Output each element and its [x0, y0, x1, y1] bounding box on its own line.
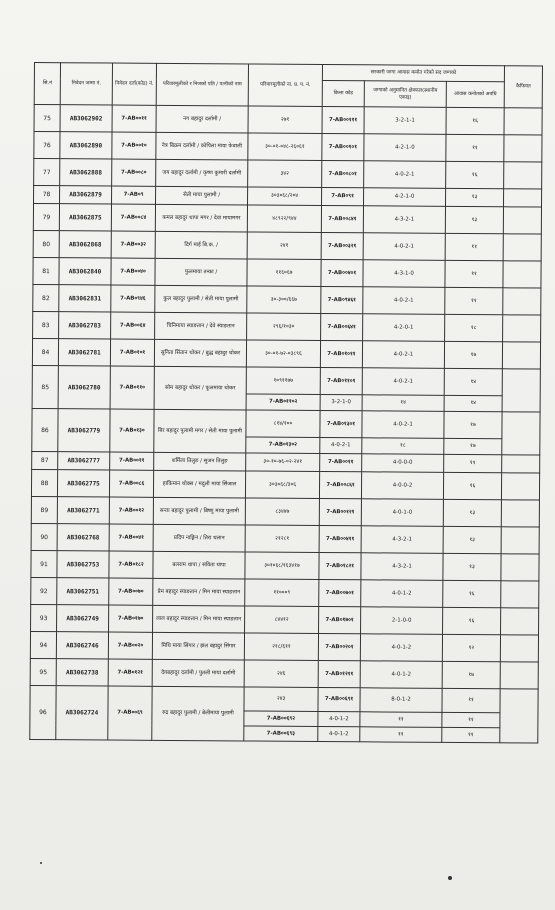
cell-app-no: AB3062875 — [59, 204, 111, 231]
table-row — [30, 658, 538, 689]
cell-name: चिनिमाया स्याङतान / देवे स्याङतान — [155, 312, 247, 340]
table-row — [33, 257, 541, 288]
table-body — [30, 105, 542, 744]
cell-citizenship: २४३ — [244, 687, 318, 712]
cell-plot: 7-AB०१८२१ — [319, 553, 361, 580]
cell-area: १८ — [445, 314, 503, 341]
cell-remarks — [501, 554, 539, 581]
cell-remarks — [503, 261, 541, 288]
cell-app-id: 7-AB००१० — [112, 132, 156, 159]
cell-sn: 88 — [31, 469, 57, 496]
cell-citizenship: ११०००९ — [245, 579, 319, 607]
cell-app-no: AB3062879 — [60, 186, 112, 204]
cell-citizenship: 7-AB००६९२ — [244, 711, 318, 727]
cell-citizenship: २४६ — [244, 660, 318, 688]
cell-citizenship: ३०-३००/६६७ — [247, 286, 321, 314]
cell-sn: 80 — [33, 230, 59, 257]
cell-location: 4-0-1-0 — [361, 499, 443, 527]
cell-plot: 7-AB००१११ — [322, 107, 364, 134]
cell-area: १२ — [442, 634, 500, 661]
cell-app-no: AB3062746 — [56, 632, 108, 659]
cell-app-id: 7-AB००११ — [112, 105, 156, 132]
cell-sn: 84 — [32, 338, 58, 365]
cell-plot: 7-AB००८६१ — [319, 472, 361, 499]
cell-area: १३ — [446, 188, 504, 206]
cell-area: १६ — [443, 580, 501, 607]
cell-location: 4-0-1-2 — [360, 661, 442, 689]
cell-location: 4-0-1-2 — [360, 634, 442, 662]
cell-citizenship: ३४२ — [248, 160, 322, 188]
cell-app-no: AB3062751 — [57, 578, 109, 605]
table-row — [33, 204, 541, 235]
cell-sn: 81 — [33, 257, 59, 284]
cell-remarks — [501, 608, 539, 635]
cell-app-id: 7-AB००२० — [108, 632, 152, 659]
cell-plot: 7-AB००१०१ — [322, 134, 364, 161]
col-header-app-id: निवेदन दर्ता(कोड) नं. — [112, 63, 156, 105]
cell-plot: 7-AB०९४६१ — [321, 287, 363, 314]
cell-area: १३ — [445, 206, 503, 233]
cell-app-id: 7-AB००४० — [111, 258, 155, 285]
cell-app-id: 7-AB००१२ — [109, 497, 153, 524]
cell-sn: 95 — [30, 658, 56, 685]
cell-plot: 7-AB००४११ — [319, 526, 361, 553]
cell-name: शर्मिला तिलुङ / सुजन तिलुङ — [154, 452, 246, 471]
table-row — [30, 685, 538, 713]
cell-citizenship: १०९११७७ — [246, 367, 320, 395]
cell-location: 8-0-1-2 — [360, 688, 442, 713]
cell-area: ११ — [444, 454, 502, 472]
cell-citizenship: ३०-०१-७२-०३८९६ — [246, 340, 320, 368]
col-header-location: जग्गाको अनुमानित क्षेत्रफल(स्थानीय एकाइ) — [364, 81, 446, 108]
col-header-name: परिवारमूलीको र निजको पति / पत्नीको नाम — [156, 63, 248, 106]
cell-app-no: AB3062753 — [57, 551, 109, 578]
cell-name: हाकिमान थोक्स / मदुली माया सिंजाल — [153, 470, 245, 498]
cell-app-no: AB3062771 — [57, 497, 109, 524]
cell-area: १७ — [444, 438, 502, 454]
cell-name: प्रदिप नाङ्गिन / तिरा थलान — [153, 524, 245, 552]
table-row — [31, 469, 539, 500]
cell-app-no: AB3062775 — [57, 470, 109, 497]
cell-area: ११ — [442, 688, 500, 712]
cell-app-id: 7-AB००६९ — [108, 686, 152, 740]
cell-area: १३ — [443, 526, 501, 553]
table-row — [33, 230, 541, 261]
cell-area: ११ — [445, 233, 503, 260]
cell-app-no: AB3062780 — [58, 366, 110, 409]
cell-app-no: AB3062779 — [58, 409, 110, 452]
cell-sn: 86 — [32, 408, 58, 451]
cell-plot: 7-AB००७०१ — [319, 580, 361, 607]
cell-name: मिथि माया सिंगार / झल बहादुर सिंगार — [152, 632, 244, 660]
cell-name: जय बहादुर दर्लामी / कृष्ण कुमारी दर्लामी — [156, 159, 248, 187]
cell-area: ११ — [445, 287, 503, 314]
cell-remarks — [503, 288, 541, 315]
cell-location: 4-0-2-1 — [362, 341, 444, 369]
cell-location: 4-3-2-1 — [363, 206, 445, 234]
cell-plot: 7-AB०९१ — [322, 188, 364, 206]
cell-app-no: AB3062831 — [59, 285, 111, 312]
cell-citizenship: २७१ — [248, 106, 322, 134]
cell-location: 4-3-1-0 — [363, 260, 445, 288]
cell-location: 4-2-1-0 — [364, 188, 446, 207]
cell-remarks — [502, 412, 540, 455]
cell-app-id: 7-AB०१७० — [109, 605, 153, 632]
cell-citizenship: ८४४१२ — [245, 606, 319, 634]
cell-remarks — [501, 581, 539, 608]
cell-name: नेत्र बिक्रम दर्लामी / कोपिला माया फेवाली — [156, 132, 248, 160]
cell-area: ११ — [446, 134, 504, 161]
speck — [448, 876, 452, 880]
cell-sn: 83 — [33, 311, 59, 338]
cell-location: १८ — [362, 438, 444, 455]
cell-location: 4-3-2-1 — [361, 553, 443, 581]
cell-area: ११ — [442, 727, 500, 742]
col-header-area: आवास कनोतको अवधि — [446, 81, 504, 107]
cell-app-id: 7-AB००७० — [109, 578, 153, 605]
cell-app-id: 7-AB०१०१ — [110, 339, 154, 366]
cell-location: 3-2-1-1 — [364, 107, 446, 135]
cell-citizenship: ३०३०६८/३०६ — [245, 471, 319, 499]
cell-citizenship: ८१४/१०० — [246, 410, 320, 438]
cell-remarks — [500, 689, 538, 743]
cell-location: 4-3-2-1 — [361, 526, 443, 554]
cell-name: सुनिता सिंतान थोकर / बुद्ध बहादुर थोकर — [154, 339, 246, 367]
cell-citizenship: २४१ — [247, 232, 321, 260]
cell-name: दिर्ग माई बि.क. / — [155, 231, 247, 259]
cell-app-no: AB3062902 — [60, 105, 112, 132]
cell-remarks — [501, 500, 539, 527]
table-row — [31, 550, 539, 581]
cell-plot: 7-AB०११०१ — [320, 368, 362, 395]
cell-app-no: AB3062890 — [60, 132, 112, 159]
cell-area: १६ — [443, 472, 501, 499]
cell-app-no: AB3062781 — [58, 339, 110, 366]
cell-remarks — [500, 662, 538, 689]
cell-location: 4-0-0-2 — [361, 472, 443, 500]
col-header-citizenship: परिवारमूलीको ना. प्र. प. नं. — [248, 64, 322, 107]
cell-sn: 96 — [30, 685, 56, 739]
cell-location: 4-0-2-1 — [363, 287, 445, 315]
cell-area: १३ — [443, 553, 501, 580]
cell-remarks — [504, 162, 542, 189]
cell-area: १४ — [444, 368, 502, 395]
cell-plot: 7-AB०१०११ — [320, 341, 362, 368]
cell-sn: 78 — [34, 186, 60, 204]
cell-plot: 7-AB०१७०१ — [319, 607, 361, 634]
table-row — [31, 577, 539, 608]
cell-name: लाल बहादुर स्याङतान / मिन माया स्याङतान — [153, 605, 245, 633]
cell-citizenship: ८३४४७ — [245, 498, 319, 526]
cell-app-no: AB3062738 — [56, 659, 108, 686]
cell-name: सेती माया पुलामी / — [156, 186, 248, 205]
cell-app-id: 7-AB०११० — [110, 366, 154, 409]
col-header-sn: सि.नं — [34, 63, 60, 105]
cell-name: देवबहादुर दर्लामी / पुतली माया दर्लामी — [152, 659, 244, 687]
cell-app-id: 7-AB००४१ — [109, 524, 153, 551]
cell-citizenship: ३०-०१-०४८-२६०६१ — [248, 133, 322, 161]
col-header-group: सरकारी जग्गा आवास कमोत गरेको सद जग्गको — [322, 65, 504, 82]
table-row — [33, 284, 541, 315]
cell-plot: 7-AB००३२१ — [321, 233, 363, 260]
cell-remarks — [502, 342, 540, 369]
col-header-remarks: कैफियत — [504, 66, 542, 108]
cell-plot: 7-AB००११ — [320, 454, 362, 472]
table-row — [30, 631, 538, 662]
cell-citizenship: ३०१०६८/१६३४१७ — [245, 552, 319, 580]
cell-sn: 92 — [31, 577, 57, 604]
cell-location: १४ — [362, 395, 444, 412]
cell-plot: 7-AB०१२११ — [318, 660, 360, 687]
cell-app-id: 7-AB०१३० — [110, 409, 154, 452]
cell-sn: 76 — [34, 132, 60, 159]
cell-name: रुद्र बहादुर पुलामी / बेलीमाया पुलामी — [152, 686, 244, 741]
cell-app-no: AB3062724 — [56, 686, 108, 740]
table-row — [34, 105, 542, 136]
cell-plot: 3-2-1-0 — [320, 395, 362, 411]
cell-location: 4-2-1-0 — [364, 134, 446, 162]
cell-citizenship: २१८/६११ — [244, 633, 318, 661]
cell-name: नग बहादुर दर्लामी / — [156, 105, 248, 133]
cell-name: बिर बहादुर पुलामी मगर / सेती माया पुलामी — [154, 409, 246, 453]
cell-area: १४ — [444, 395, 502, 411]
cell-location: 4-0-0-0 — [362, 454, 444, 473]
cell-sn: 89 — [31, 496, 57, 523]
cell-remarks — [503, 315, 541, 342]
cell-area: १७ — [442, 661, 500, 688]
cell-citizenship: ३०३०६८/२०४ — [248, 187, 322, 206]
cell-app-no: AB3062868 — [59, 231, 111, 258]
cell-app-id: 7-AB०१२१ — [108, 659, 152, 686]
cell-plot: 7-AB००६९१ — [318, 687, 360, 711]
cell-sn: 82 — [33, 284, 59, 311]
cell-plot: 7-AB००८०१ — [322, 161, 364, 188]
cell-app-id: 7-AB००३२ — [111, 231, 155, 258]
cell-app-id: 7-AB०१८२ — [109, 551, 153, 578]
cell-remarks — [501, 473, 539, 500]
cell-app-id: 7-AB००६४ — [111, 312, 155, 339]
table-row — [32, 365, 540, 396]
cell-app-no: AB3062777 — [58, 452, 110, 470]
cell-remarks — [500, 635, 538, 662]
cell-sn: 79 — [33, 204, 59, 231]
cell-citizenship: 7-AB०११०२ — [246, 394, 320, 411]
cell-location: 4-0-2-1 — [363, 233, 445, 261]
cell-remarks — [501, 527, 539, 554]
cell-remarks — [504, 189, 542, 207]
cell-plot: 7-AB०१३०१ — [320, 411, 362, 438]
cell-location: ११ — [360, 712, 442, 728]
cell-sn: 75 — [34, 105, 60, 132]
table-row — [31, 604, 539, 635]
cell-remarks — [502, 369, 540, 412]
cell-area: १७ — [444, 411, 502, 438]
cell-remarks — [502, 455, 540, 473]
cell-plot: 7-AB००२०१ — [318, 634, 360, 661]
table-row — [34, 159, 542, 190]
cell-plot: 7-AB००४०१ — [321, 260, 363, 287]
cell-remarks — [503, 234, 541, 261]
cell-area: १६ — [446, 161, 504, 188]
table-row — [31, 496, 539, 527]
cell-remarks — [503, 207, 541, 234]
cell-app-id: 7-AB०९४६ — [111, 285, 155, 312]
cell-plot: 4-0-1-2 — [318, 726, 360, 741]
table-row — [33, 311, 541, 342]
cell-name: फुलमाया तन्का / — [155, 258, 247, 286]
cell-plot: 4-0-2-1 — [320, 438, 362, 454]
col-header-plot: कित्ता कोड — [322, 81, 364, 107]
cell-area: १६ — [443, 607, 501, 634]
cell-remarks — [504, 135, 542, 162]
cell-citizenship: 7-AB०१३०२ — [246, 437, 320, 454]
cell-location: ११ — [360, 727, 442, 743]
cell-location: 4-0-2-1 — [362, 368, 444, 396]
cell-sn: 93 — [31, 604, 57, 631]
land-records-table — [29, 62, 543, 744]
cell-sn: 90 — [31, 523, 57, 550]
cell-plot: 7-AB००१२१ — [319, 499, 361, 526]
cell-sn: 77 — [34, 159, 60, 186]
cell-name: सन्ता बहादुर पुलामी / बिष्णु माया पुलामी — [153, 497, 245, 525]
col-header-app-no: निवेदन जम्मा नं. — [60, 63, 112, 105]
cell-sn: 91 — [31, 550, 57, 577]
cell-citizenship: ११६०६७ — [247, 259, 321, 287]
cell-plot: 4-0-1-2 — [318, 711, 360, 726]
cell-app-no: AB3062840 — [59, 258, 111, 285]
cell-area: १३ — [443, 499, 501, 526]
cell-citizenship: २९६/१०३० — [247, 313, 321, 341]
cell-app-no: AB3062749 — [57, 605, 109, 632]
cell-sn: 85 — [32, 365, 58, 408]
cell-app-id: 7-AB००८४ — [111, 204, 155, 231]
cell-app-no: AB3062768 — [57, 524, 109, 551]
cell-area: १७ — [444, 341, 502, 368]
cell-citizenship: २१२८१ — [245, 525, 319, 553]
cell-location: 4-2-0-1 — [363, 314, 445, 342]
speck — [40, 862, 42, 864]
cell-app-id: 7-AB००११ — [110, 452, 154, 470]
table-row — [32, 338, 540, 369]
cell-area: १६ — [446, 107, 504, 134]
cell-app-id: 7-AB००८० — [112, 159, 156, 186]
cell-name: प्रेम बहादुर स्याङतान / मिन माया स्याङतान — [153, 578, 245, 606]
cell-citizenship: 7-AB००६९३ — [244, 726, 318, 742]
table-row — [32, 408, 540, 439]
cell-sn: 94 — [30, 631, 56, 658]
cell-location: 4-0-1-2 — [361, 580, 443, 608]
cell-plot: 7-AB००६४१ — [321, 314, 363, 341]
land-records-table-container — [29, 62, 542, 826]
cell-app-no: AB3062783 — [59, 312, 111, 339]
cell-app-id: 7-AB०९ — [112, 186, 156, 204]
cell-app-id: 7-AB००८६ — [109, 470, 153, 497]
cell-location: 4-0-2-1 — [364, 161, 446, 189]
cell-plot: 7-AB००८४१ — [321, 206, 363, 233]
cell-area: ११ — [445, 260, 503, 287]
cell-location: 2-1-0-0 — [361, 607, 443, 635]
cell-remarks — [504, 108, 542, 135]
cell-name: कमल बहादुर थापा मगर / देवा मायामगर — [155, 204, 247, 232]
cell-name: बलराम थापा / सविता थापा — [153, 551, 245, 579]
cell-app-no: AB3062888 — [60, 159, 112, 186]
table-row — [34, 132, 542, 163]
cell-area: ११ — [442, 712, 500, 727]
cell-citizenship: ४८९२२/९४४ — [247, 205, 321, 233]
table-row — [31, 523, 539, 554]
cell-citizenship: ३०-१०-७६-०२-२४१ — [246, 453, 320, 472]
cell-sn: 87 — [32, 451, 58, 469]
cell-location: 4-0-2-1 — [362, 411, 444, 439]
cell-name: कुल बहादुर पुलामी / सेती माया पुलामी — [155, 285, 247, 313]
cell-name: सोम बहादुर थोकर / फूलमाया थोकर — [154, 366, 246, 410]
